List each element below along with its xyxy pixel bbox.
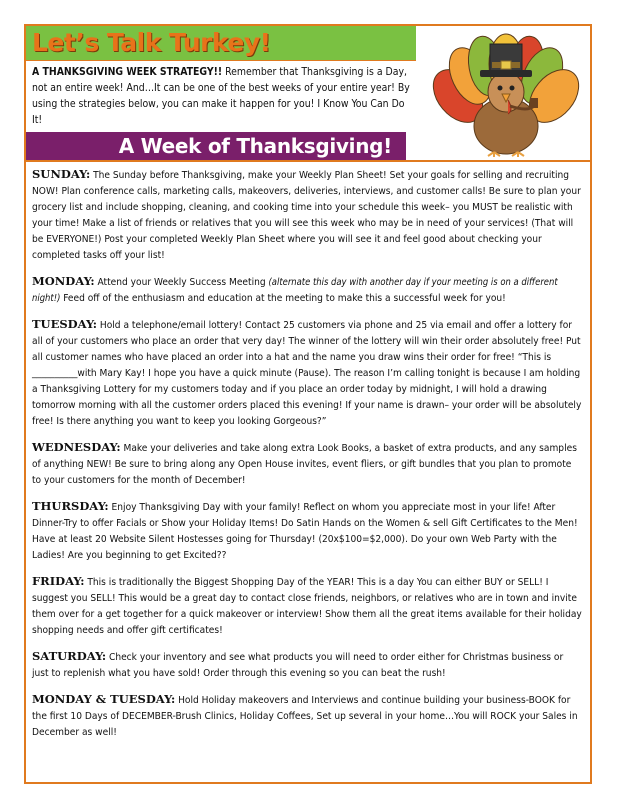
- week-schedule: [32, 166, 582, 750]
- subtitle-banner: [26, 132, 406, 160]
- divider: [26, 160, 590, 162]
- day-text: Make your deliveries and take along extra Look Books, a basket of extra products, and any samples of anything NEW! Be sure to bring along any Open House invites, event fliers, or gift bundles that you plan to promote to your customers for the month of December!: [32, 443, 577, 486]
- day-label: TUESDAY:: [32, 317, 98, 331]
- day-note: (alternate this day with another day if your meeting is on a different night!): [32, 277, 558, 304]
- day-paragraph-tuesday: [32, 316, 582, 430]
- day-label: FRIDAY:: [32, 574, 85, 588]
- day-label: SATURDAY:: [32, 649, 107, 663]
- day-paragraph-friday: [32, 573, 582, 639]
- day-label: THURSDAY:: [32, 499, 109, 513]
- day-text: Hold a telephone/email lottery! Contact 25 customers via phone and 25 via email and offer a lottery for all of your customers who place an order that very day! The winner of the lottery will win their order absolutely free! Put all customer names who have placed an order into a hat and the name you draw wins their order for free! “This is __________with Mary Kay! I hope you have a quick minute (Pause). The reason I’m calling tonight is because I am holding a Thanksgiving Lottery for my customers today and if you place an order today by midnight, I will hold a drawing tomorrow morning with all the customer orders placed this evening! If your name is drawn– your order will be absolutely free! Is there anything you want to keep you looking Gorgeous?”: [32, 320, 582, 427]
- day-text: Hold Holiday makeovers and Interviews and continue building your business-BOOK for the first 10 Days of DECEMBER-Brush Clinics, Holiday Coffees, Set up several in your home…You will ROCK your Sales in December as well!: [32, 695, 578, 738]
- day-text: Enjoy Thanksgiving Day with your family! Reflect on whom you appreciate most in your life! After Dinner-Try to offer Facials or Show your Holiday Items! Do Satin Hands on the Women & sell Gift Certificates to the Men! Have at least 20 Website Silent Hostesses going for Thursday! (20x$100=$2,000). Do your own Web Party with the Ladies! Are you beginning to get Excited??: [32, 502, 578, 561]
- day-text-continued: Feed off of the enthusiasm and education at the meeting to make this a successful week for you!: [60, 293, 506, 304]
- day-paragraph-monday: [32, 273, 582, 307]
- day-text: This is traditionally the Biggest Shopping Day of the YEAR! This is a day You can either BUY or SELL! I suggest you SELL! This would be a great day to contact close friends, neighbors, or relatives who are in town and invite them over for a get together for a quick makeover or interview! Show them all the great items available for their holiday shopping needs and offer gift certificates!: [32, 577, 582, 636]
- day-label: WEDNESDAY:: [32, 440, 121, 454]
- day-text: The Sunday before Thanksgiving, make your Weekly Plan Sheet! Set your goals for selling and recruiting NOW! Plan conference calls, marketing calls, makeovers, deliveries, interviews, and customer calls! Be sure to plan your grocery list and include shopping, cleaning, and cooking time into your schedule this week– you MUST be realistic with your time! Make a list of friends or relatives that you will see this week who may be in need of your services! (That will be EVERYONE!) Post your completed Weekly Plan Sheet where you will see it and feel good about checking your completed tasks off your list!: [32, 170, 581, 261]
- intro-text: Remember that Thanksgiving is a Day, not an entire week! And…It can be one of the best weeks of your entire year! By using the strategies below, you can make it happen for you! I Know You Can Do It!: [32, 66, 410, 126]
- page-title: Let’s Talk Turkey!: [32, 28, 271, 57]
- pilgrim-turkey-illustration: [418, 26, 588, 158]
- day-paragraph-sunday: [32, 166, 582, 264]
- day-paragraph-monday-tuesday: [32, 691, 582, 741]
- day-paragraph-wednesday: [32, 439, 582, 489]
- day-label: SUNDAY:: [32, 167, 91, 181]
- flyer-page: [24, 24, 592, 784]
- day-label: MONDAY:: [32, 274, 95, 288]
- day-text: Attend your Weekly Success Meeting: [94, 277, 269, 288]
- title-banner: [26, 26, 416, 61]
- day-paragraph-saturday: [32, 648, 582, 682]
- day-text: Check your inventory and see what products you will need to order either for Christmas business or just to replenish what you have sold! Order through this evening so you can beat the rush!: [32, 652, 564, 679]
- day-paragraph-thursday: [32, 498, 582, 564]
- intro-paragraph: [32, 64, 410, 128]
- intro-lead: A THANKSGIVING WEEK STRATEGY!!: [32, 66, 223, 78]
- day-label: MONDAY & TUESDAY:: [32, 692, 176, 706]
- page-subtitle: A Week of Thanksgiving!: [118, 134, 392, 158]
